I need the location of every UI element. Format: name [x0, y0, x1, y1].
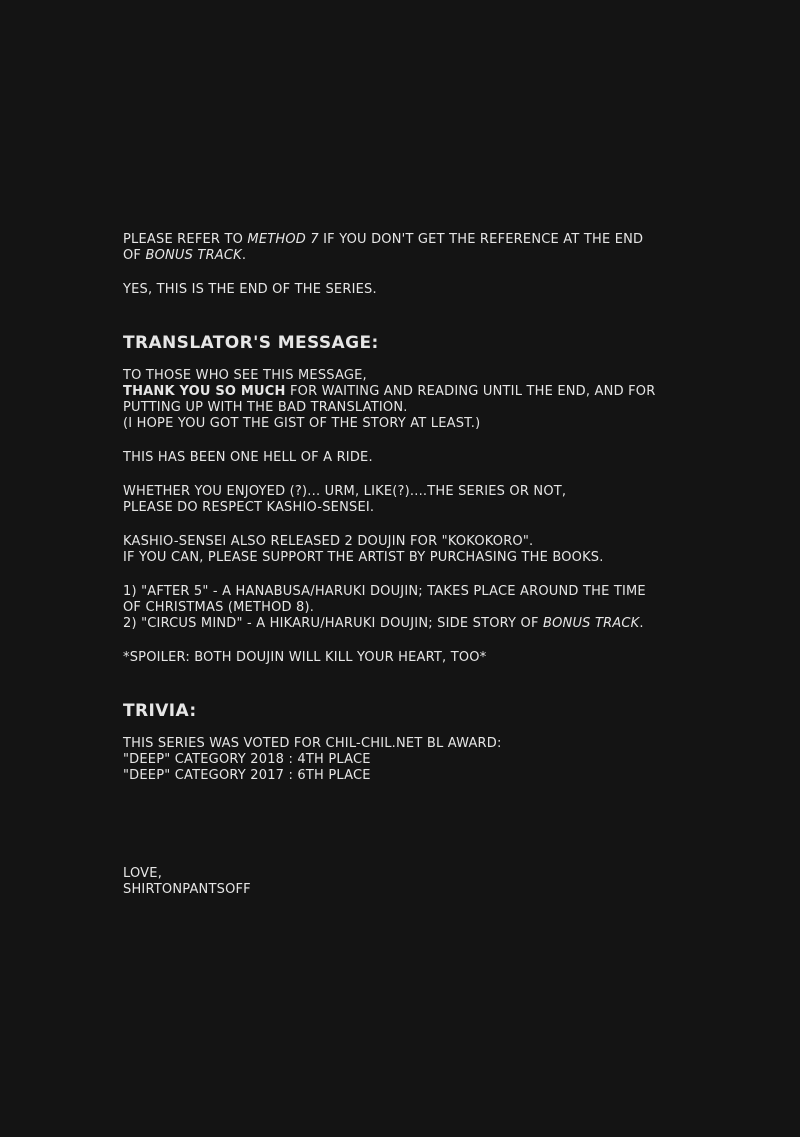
- doujin-list-item-1-line1: 1) "AFTER 5" - A HANABUSA/HARUKI DOUJIN; TAKES PLACE AROUND THE TIME: [123, 584, 646, 599]
- translator-p4-line1: KASHIO-SENSEI ALSO RELEASED 2 DOUJIN FOR "KOKOKORO".: [123, 534, 534, 549]
- trivia-line-2: "DEEP" CATEGORY 2018 : 4TH PLACE: [123, 752, 371, 767]
- trivia-line-1: THIS SERIES WAS VOTED FOR CHIL-CHIL.NET BL AWARD:: [123, 736, 502, 751]
- intro-line-1: [123, 232, 683, 248]
- translator-p2: THIS HAS BEEN ONE HELL OF A RIDE.: [123, 450, 373, 465]
- translator-p4-line2: IF YOU CAN, PLEASE SUPPORT THE ARTIST BY PURCHASING THE BOOKS.: [123, 550, 604, 565]
- translator-p1-line1: TO THOSE WHO SEE THIS MESSAGE,: [123, 368, 367, 383]
- trivia-heading: TRIVIA:: [123, 701, 197, 721]
- translator-text: .: [639, 616, 644, 631]
- intro-text: PLEASE REFER TO: [123, 232, 248, 247]
- doujin-list-item-1-line2: OF CHRISTMAS (METHOD 8).: [123, 600, 315, 615]
- doujin-list-item-2: [123, 616, 683, 632]
- intro-line-2: [123, 248, 683, 264]
- trivia-line-3: "DEEP" CATEGORY 2017 : 6TH PLACE: [123, 768, 371, 783]
- translator-p1-line2: [123, 384, 683, 400]
- intro-text: OF: [123, 248, 146, 263]
- method-7-ref: METHOD 7: [247, 232, 319, 247]
- translator-p3-line1: WHETHER YOU ENJOYED (?)... URM, LIKE(?)....THE SERIES OR NOT,: [123, 484, 567, 499]
- translator-text: 2) "CIRCUS MIND" - A HIKARU/HARUKI DOUJIN; SIDE STORY OF: [123, 616, 543, 631]
- signoff-love: LOVE,: [123, 866, 163, 881]
- translator-text: FOR WAITING AND READING UNTIL THE END, AND FOR: [285, 384, 656, 399]
- translator-p1-line4: (I HOPE YOU GOT THE GIST OF THE STORY AT LEAST.): [123, 416, 481, 431]
- thank-you-bold: THANK YOU SO MUCH: [123, 384, 286, 399]
- intro-text: .: [241, 248, 247, 263]
- translator-heading: TRANSLATOR'S MESSAGE:: [123, 333, 379, 353]
- translator-p3-line2: PLEASE DO RESPECT KASHIO-SENSEI.: [123, 500, 375, 515]
- note-page: [123, 232, 683, 898]
- signoff-name: SHIRTONPANTSOFF: [123, 882, 251, 897]
- spoiler-line: *SPOILER: BOTH DOUJIN WILL KILL YOUR HEART, TOO*: [123, 650, 487, 665]
- translator-p1-line3: PUTTING UP WITH THE BAD TRANSLATION.: [123, 400, 408, 415]
- end-of-series-line: YES, THIS IS THE END OF THE SERIES.: [123, 282, 377, 297]
- bonus-track-ref: BONUS TRACK: [145, 248, 242, 263]
- bonus-track-ref: BONUS TRACK: [542, 616, 640, 631]
- intro-text: IF YOU DON'T GET THE REFERENCE AT THE END: [318, 232, 644, 247]
